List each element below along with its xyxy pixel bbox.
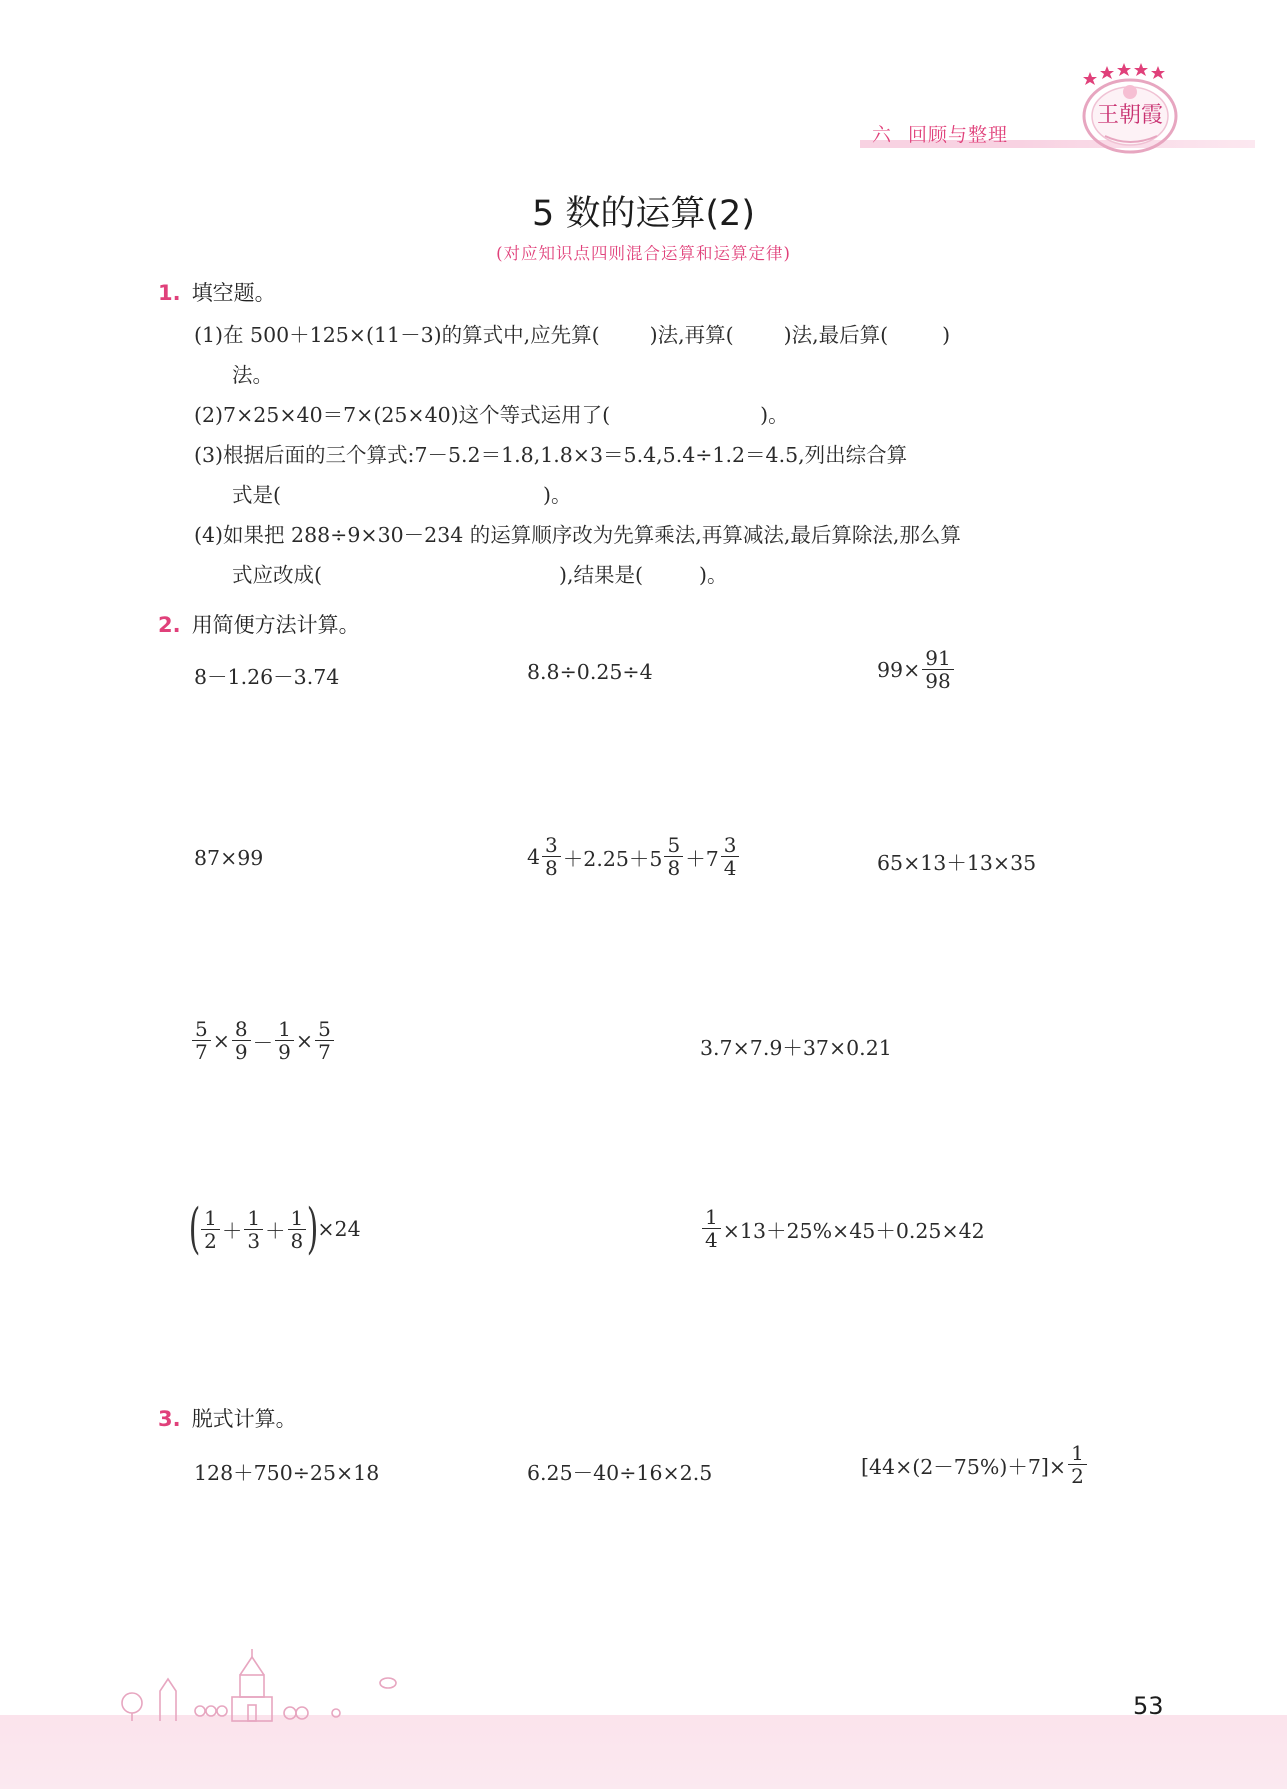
q2-number: 2. bbox=[158, 613, 181, 637]
brand-logo-icon bbox=[1065, 58, 1195, 158]
q3-expr-2: 6.25－40÷16×2.5 bbox=[527, 1461, 713, 1485]
q1-title: 填空题。 bbox=[191, 281, 276, 305]
page-subtitle: (对应知识点四则混合运算和运算定律) bbox=[496, 244, 791, 263]
q3-number: 3. bbox=[158, 1407, 181, 1431]
fraction: $\frac{1}{2}$ bbox=[1068, 1442, 1087, 1487]
fraction: $\frac{3}{4}$ bbox=[721, 834, 740, 879]
q3-heading bbox=[158, 1403, 297, 1433]
fraction: $\frac{1}{4}$ bbox=[702, 1206, 721, 1251]
q1-item-2: (2)7×25×40＝7×(25×40)这个等式运用了( )。 bbox=[194, 403, 789, 427]
fraction: $\frac{1}{2}$ bbox=[201, 1207, 220, 1252]
q1-item-3-cont: 式是( )。 bbox=[232, 483, 572, 507]
fraction: $\frac{8}{9}$ bbox=[232, 1018, 251, 1063]
fraction: $\frac{91}{98}$ bbox=[922, 647, 953, 692]
q1-item-3: (3)根据后面的三个算式:7－5.2＝1.8,1.8×3＝5.4,5.4÷1.2＝4.5,列出综合算 bbox=[194, 443, 908, 467]
svg-text:王朝霞: 王朝霞 bbox=[1096, 103, 1164, 128]
page-number: 53 bbox=[1133, 1692, 1164, 1720]
q2-expr-2: 8.8÷0.25÷4 bbox=[527, 660, 653, 684]
fraction: $\frac{5}{7}$ bbox=[192, 1018, 211, 1063]
q1-heading bbox=[158, 277, 276, 307]
footer-band bbox=[0, 1715, 1287, 1789]
q3-expr-1: 128＋750÷25×18 bbox=[194, 1461, 380, 1485]
fraction: $\frac{5}{8}$ bbox=[664, 834, 683, 879]
chapter-header bbox=[872, 120, 1008, 147]
fraction: $\frac{1}{3}$ bbox=[244, 1207, 263, 1252]
q1-item-1: (1)在 500＋125×(11－3)的算式中,应先算( )法,再算( )法,最后算( ) bbox=[194, 323, 951, 347]
q2-expr-7: $\frac{5}{7}$ × $\frac{8}{9}$ － $\frac{1}{9}$ × $\frac{5}{7}$ bbox=[190, 1018, 336, 1063]
q2-expr-3: 99× $\frac{91}{98}$ bbox=[877, 647, 956, 692]
q2-expr-5: 4 $\frac{3}{8}$ ＋2.25＋5 $\frac{5}{8}$ ＋7 $\frac{3}{4}$ bbox=[527, 834, 741, 879]
fraction: $\frac{1}{9}$ bbox=[275, 1018, 294, 1063]
q1-item-1-cont: 法。 bbox=[232, 363, 273, 387]
fraction: $\frac{5}{7}$ bbox=[315, 1018, 334, 1063]
q2-title: 用简便方法计算。 bbox=[191, 613, 360, 637]
q2-expr-8: 3.7×7.9＋37×0.21 bbox=[700, 1036, 892, 1060]
q2-expr-10: $\frac{1}{4}$ ×13＋25%×45＋0.25×42 bbox=[700, 1206, 985, 1251]
q2-expr-4: 87×99 bbox=[194, 846, 264, 870]
page-title: 5 数的运算(2) bbox=[532, 194, 755, 234]
q3-expr-3: [44×(2－75%)＋7]× $\frac{1}{2}$ bbox=[861, 1442, 1089, 1487]
q2-expr-1: 8－1.26－3.74 bbox=[194, 665, 340, 689]
q1-item-4-cont: 式应改成( ),结果是( )。 bbox=[232, 563, 728, 587]
q2-heading bbox=[158, 609, 360, 639]
q1-number: 1. bbox=[158, 281, 181, 305]
q2-expr-9: ( $\frac{1}{2}$ ＋ $\frac{1}{3}$ ＋ $\frac{1}{8}$ ) ×24 bbox=[188, 1197, 361, 1260]
chapter-title: 回顾与整理 bbox=[908, 124, 1009, 146]
chapter-number: 六 bbox=[872, 124, 893, 146]
q2-expr-6: 65×13＋13×35 bbox=[877, 851, 1037, 875]
fraction: $\frac{3}{8}$ bbox=[542, 834, 561, 879]
castle-doodle-icon bbox=[110, 1645, 410, 1723]
q1-item-4: (4)如果把 288÷9×30－234 的运算顺序改为先算乘法,再算减法,最后算除法,那么算 bbox=[194, 523, 961, 547]
q3-title: 脱式计算。 bbox=[191, 1407, 297, 1431]
fraction: $\frac{1}{8}$ bbox=[288, 1207, 307, 1252]
